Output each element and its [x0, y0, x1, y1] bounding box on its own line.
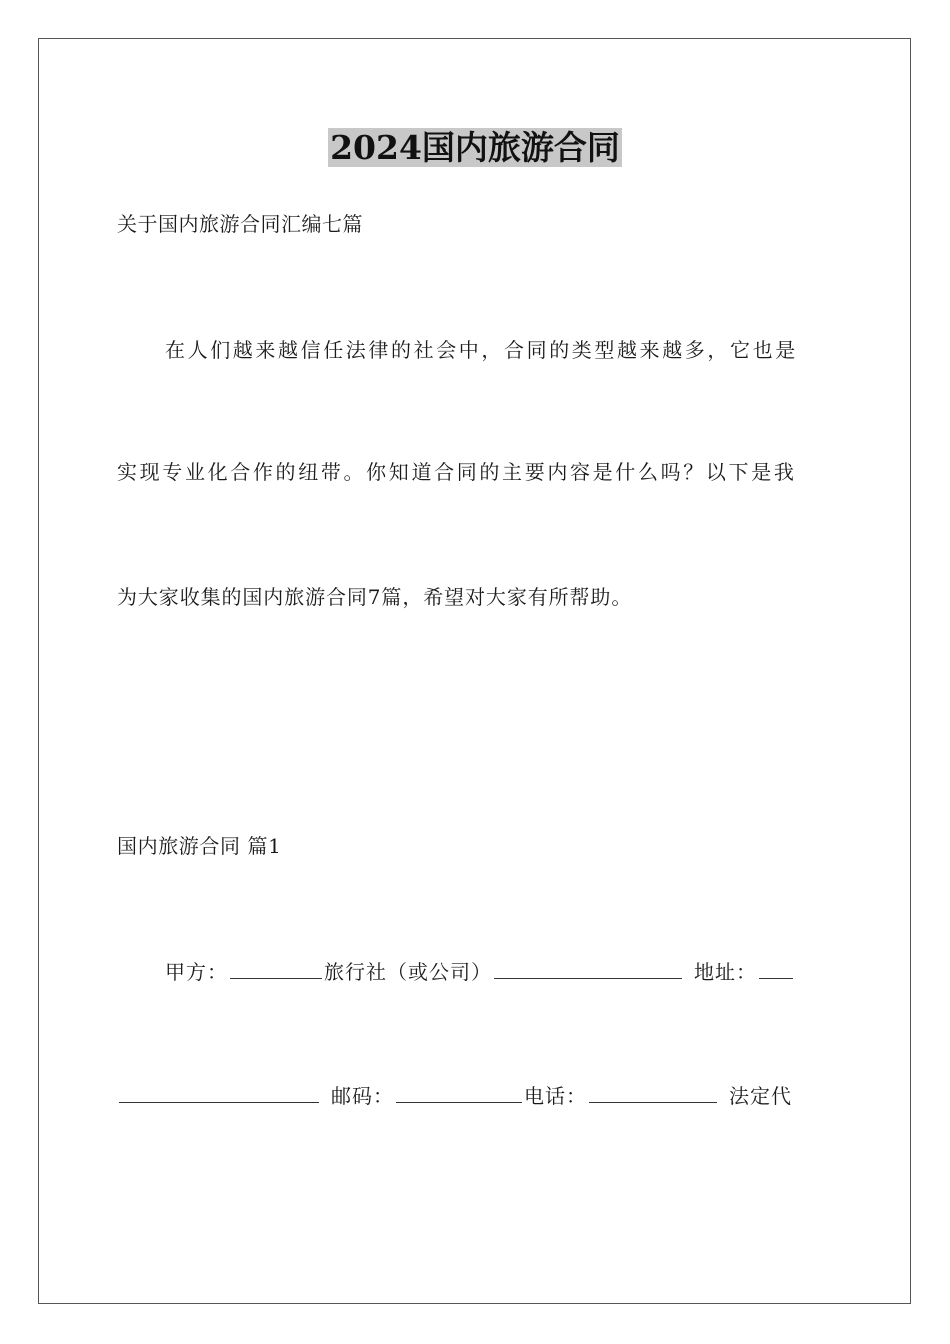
address-continued-blank[interactable] [119, 1080, 319, 1103]
document-subtitle: 关于国内旅游合同汇编七篇 [117, 212, 363, 236]
legal-rep-label: 法定代 [729, 1084, 792, 1108]
address-blank[interactable] [759, 956, 793, 979]
document-title [0, 126, 950, 170]
title-text: 2024国内旅游合同 [330, 128, 620, 167]
intro-line-2: 实现专业化合作的纽带。你知道合同的主要内容是什么吗？以下是我 [117, 460, 797, 484]
agency-label: 旅行社（或公司） [324, 960, 492, 984]
address-label: 地址： [694, 960, 757, 984]
zip-label: 邮码： [331, 1084, 394, 1108]
party-a-name-blank[interactable] [230, 956, 322, 979]
party-a-line [165, 956, 795, 987]
intro-line-3: 为大家收集的国内旅游合同7篇，希望对大家有所帮助。 [117, 585, 633, 609]
party-a-contact-line [117, 1080, 792, 1111]
section-title: 国内旅游合同 篇1 [117, 834, 282, 858]
party-a-label: 甲方： [165, 960, 228, 984]
agency-name-blank[interactable] [494, 956, 682, 979]
phone-blank[interactable] [589, 1080, 717, 1103]
zip-blank[interactable] [396, 1080, 522, 1103]
phone-label: 电话： [524, 1084, 587, 1108]
intro-line-1: 在人们越来越信任法律的社会中，合同的类型越来越多，它也是 [165, 338, 798, 362]
